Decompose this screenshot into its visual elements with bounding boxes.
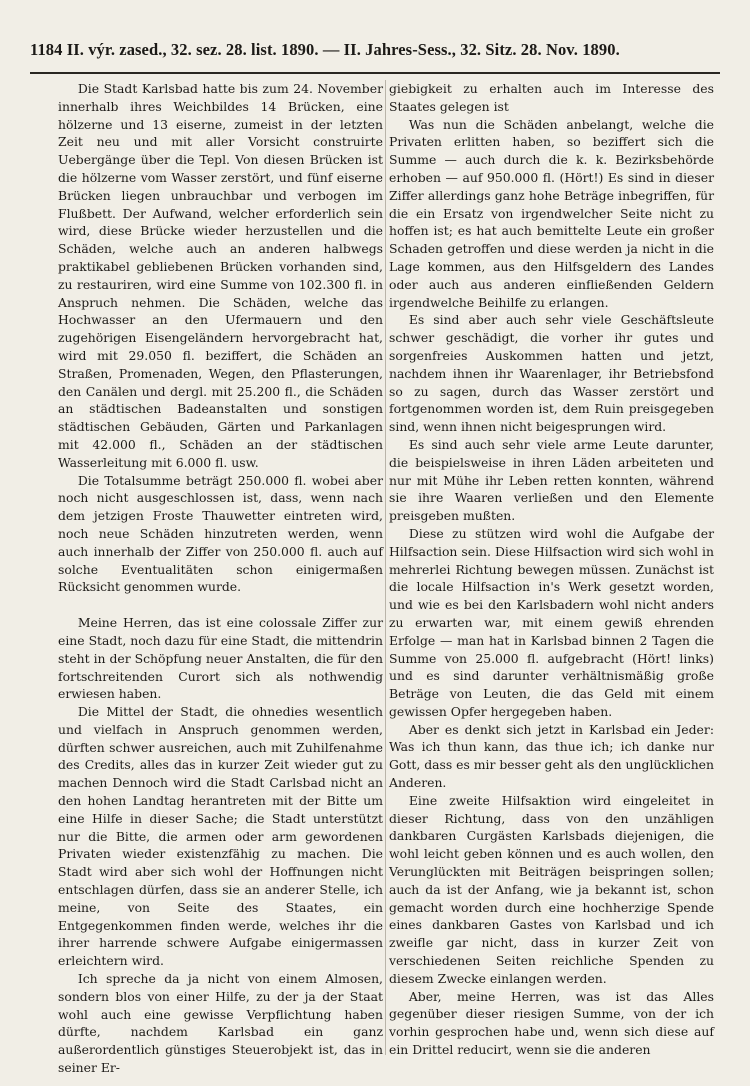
paragraph: Was nun die Schäden anbelangt, welche die Privaten erlitten haben, so beziffert sich die Summe — auch durch die k. k. Bezirksbehörde erhoben — auf 950.000 fl. (Hört!) Es sind in dieser Ziffer allerdings ganz hohe Beträge inbegriffen, für die ein Ersatz von irgendwelcher Seite nicht zu hoffen ist; es hat auch bemittelte Leute ein großer Schaden getroffen und diese werden ja nicht in die Lage kommen, aus den Hilfsgeldern des Landes oder auch aus anderen einfließenden Geldern irgendwelche Beihilfe zu erlangen. [389,116,714,310]
page-header: 1184 II. výr. zased., 32. sez. 28. list. 1890. — II. Jahres-Sess., 32. Sitz. 28. Nov. 1890. [30,40,620,59]
paragraph: Diese zu stützen wird wohl die Aufgabe der Hilfsaction sein. Diese Hilfsaction wird sich wohl in mehrerlei Richtung bewegen müssen. Zunächst ist die locale Hilfsaction in's Werk gesetzt worden, und wie es bei den Karlsbadern wohl nicht anders zu erwarten war, mit einem gewiß ehrenden Erfolge — man hat in Karlsbad binnen 2 Tagen die Summe von 25.000 fl. aufgebracht (Hört! links) und es sind darunter verhältnismäßig große Beträge von Leuten, die das Geld mit einem gewissen Opfer hergegeben haben. [389,525,714,719]
right-column [389,80,714,1059]
paragraph: Eine zweite Hilfsaktion wird eingeleitet in dieser Richtung, dass von den unzähligen dankbaren Curgästen Karlsbads diejenigen, die wohl leicht geben können und es auch wollen, den Verunglückten mit Beiträgen beispringen sollen; auch da ist der Anfang, wie ja bekannt ist, schon gemacht worden durch eine hochherzige Spende eines dankbaren Gastes von Karlsbad und ich zweifle gar nicht, dass in kurzer Zeit von verschiedenen Seiten reichliche Spenden zu diesem Zwecke einlangen werden. [389,792,714,986]
column-divider [385,80,386,1055]
paragraph: giebigkeit zu erhalten auch im Interesse des Staates gelegen ist [389,81,714,114]
paragraph: Die Stadt Karlsbad hatte bis zum 24. November innerhalb ihres Weichbildes 14 Brücken, eine hölzerne und 13 eiserne, zumeist in der letzten Zeit neu und mit aller Vorsicht construirte Uebergänge über die Tepl. Von diesen Brücken ist die hölzerne vom Wasser zerstört, und fünf eiserne Brücken liegen unbrauchbar und verbogen im Flußbett. Der Aufwand, welcher erforderlich sein wird, diese Brücke wieder herzustellen und die Schäden, welche auch an anderen halbwegs praktikabel gebliebenen Brücken vorhanden sind, zu restauriren, wird eine Summe von 102.300 fl. in Anspruch nehmen. Die Schäden, welche das Hochwasser an den Ufermauern und den zugehörigen Eisengeländern hervorgebracht hat, wird mit 29.050 fl. beziffert, die Schäden an Straßen, Promenaden, Wegen, den Pflasterungen, den Canälen und dergl. mit 25.200 fl., die Schäden an städtischen Badeanstalten und sonstigen städtischen Gebäuden, Gärten und Parkanlagen mit 42.000 fl., Schäden an der städtischen Wasserleitung mit 6.000 fl. usw. [58,81,383,470]
header-rule [30,72,720,74]
left-column [58,80,383,1077]
paragraph: Es sind auch sehr viele arme Leute darunter, die beispielsweise in ihren Läden arbeiteten und nur mit Mühe ihr Leben retten konnten, während sie ihre Waaren verließen und den Elemente preisgeben mußten. [389,436,714,524]
paragraph: Es sind aber auch sehr viele Geschäftsleute schwer geschädigt, die vorher ihr gutes und sorgenfreies Auskommen hatten und jetzt, nachdem ihnen ihr Waarenlager, ihr Betriebsfond so zu sagen, durch das Wasser zerstört und fortgenommen worden ist, dem Ruin preisgegeben sind, wenn ihnen nicht beigesprungen wird. [389,312,714,435]
paragraph: Die Mittel der Stadt, die ohnedies wesentlich und vielfach in Anspruch genommen werden, dürften schwer ausreichen, auch mit Zuhilfenahme des Credits, alles das in kurzer Zeit wieder gut zu machen Dennoch wird die Stadt Carlsbad nicht an den hohen Landtag herantreten mit der Bitte um eine Hilfe in dieser Sache; die Stadt unterstützt nur die Bitte, die armen oder arm gewordenen Privaten wieder existenzfähig zu machen. Die Stadt wird aber sich wohl der Hoffnungen nicht entschlagen dürfen, dass sie an anderer Stelle, ich meine, von Seite des Staates, ein Entgegenkommen finden werde, welches ihr die ihrer harrende schwere Aufgabe einigermassen erleichtern wird. [58,704,383,969]
paragraph: Aber es denkt sich jetzt in Karlsbad ein Jeder: Was ich thun kann, das thue ich; ich danke nur Gott, dass es mir besser geht als den unglücklichen Anderen. [389,721,714,791]
paragraph: Ich spreche da ja nicht von einem Almosen, sondern blos von einer Hilfe, zu der ja der Staat wohl auch eine gewisse Verpflichtung haben dürfte, nachdem Karlsbad ein ganz außerordentlich günstiges Steuerobjekt ist, das in seiner Er- [58,971,383,1076]
paragraph: Aber, meine Herren, was ist das Alles gegenüber dieser riesigen Summe, von der ich vorhin gesprochen habe und, wenn sich diese auf ein Drittel reducirt, wenn sie die anderen [389,988,714,1058]
paragraph: Die Totalsumme beträgt 250.000 fl. wobei aber noch nicht ausgeschlossen ist, dass, wenn nach dem jetzigen Froste Thauwetter eintreten wird, noch neue Schäden hinzutreten werden, wenn auch innerhalb der Ziffer von 250.000 fl. auch auf solche Eventualitäten schon einigermaßen Rücksicht genommen wurde. [58,472,383,595]
paragraph: Meine Herren, das ist eine colossale Ziffer zur eine Stadt, noch dazu für eine Stadt, die mittendrin steht in der Schöpfung neuer Anstalten, die für den fortschreitenden Curort sich als nothwendig erwiesen haben. [58,615,383,702]
